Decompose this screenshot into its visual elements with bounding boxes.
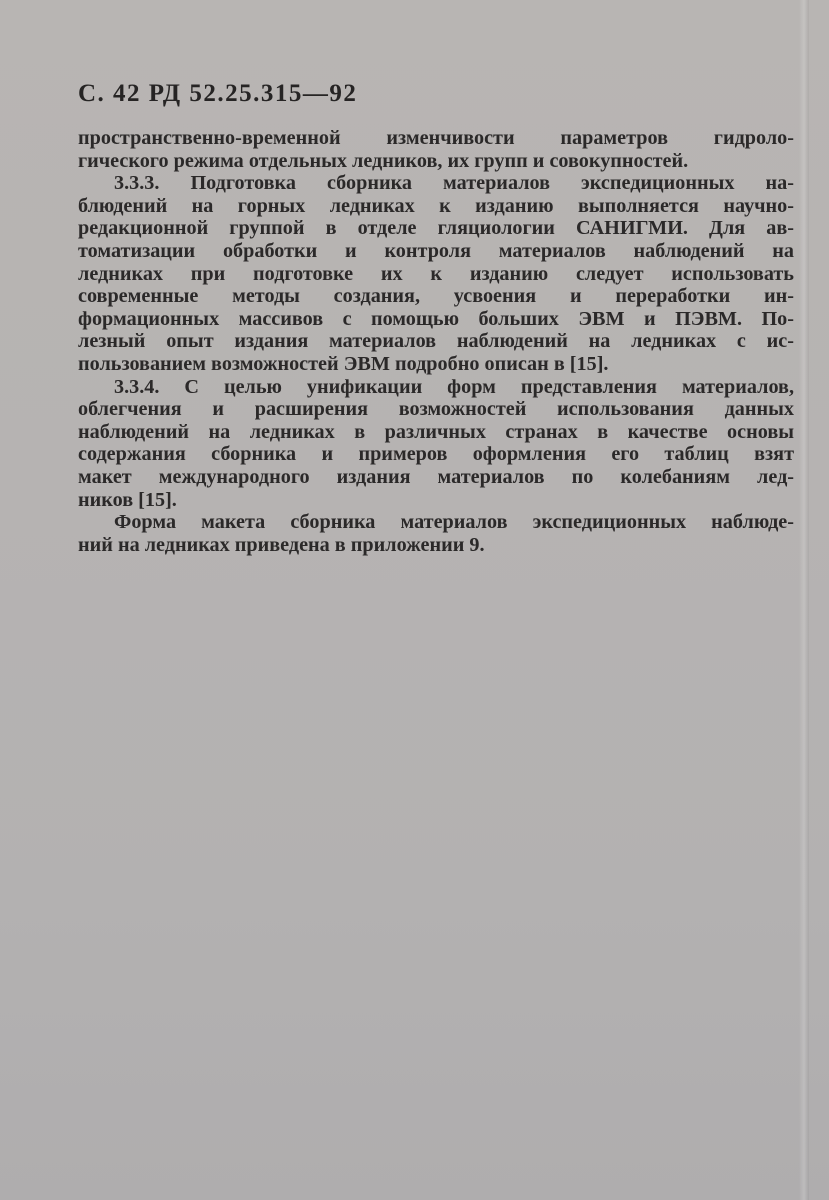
body-text: [78, 127, 794, 556]
text-line: облегчения и расширения возможностей использования данных: [78, 398, 794, 421]
text-line: ний на ледниках приведена в приложении 9.: [78, 533, 485, 556]
text-line: формационных массивов с помощью больших ЭВМ и ПЭВМ. По-: [78, 307, 794, 330]
text-line: редакционной группой в отделе гляциологии САНИГМИ. Для ав-: [78, 217, 794, 240]
text-line: макет международного издания материалов по колебаниям лед-: [78, 465, 794, 488]
text-line: содержания сборника и примеров оформления его таблиц взят: [78, 443, 794, 466]
text-line: 3.3.3. Подготовка сборника материалов экспедиционных на-: [114, 172, 794, 195]
text-line: блюдений на горных ледниках к изданию выполняется научно-: [78, 194, 794, 217]
text-line: пространственно-временной изменчивости параметров гидроло-: [78, 127, 794, 149]
text-line: современные методы создания, усвоения и переработки ин-: [78, 285, 794, 308]
text-line: томатизации обработки и контроля материалов наблюдений на: [78, 239, 794, 262]
text-line: пользованием возможностей ЭВМ подробно описан в [15].: [78, 352, 609, 375]
page-header: С. 42 РД 52.25.315—92: [78, 80, 358, 107]
text-line: 3.3.4. С целью унификации форм представления материалов,: [114, 375, 794, 398]
text-line: ников [15].: [78, 488, 177, 511]
text-line: гического режима отдельных ледников, их групп и совокупностей.: [78, 149, 689, 172]
text-line: Форма макета сборника материалов экспедиционных наблюде-: [114, 511, 794, 534]
text-line: наблюдений на ледниках в различных странах в качестве основы: [78, 420, 794, 443]
text-line: ледниках при подготовке их к изданию следует использовать: [78, 262, 794, 285]
text-line: лезный опыт издания материалов наблюдений на ледниках с ис-: [78, 330, 794, 353]
